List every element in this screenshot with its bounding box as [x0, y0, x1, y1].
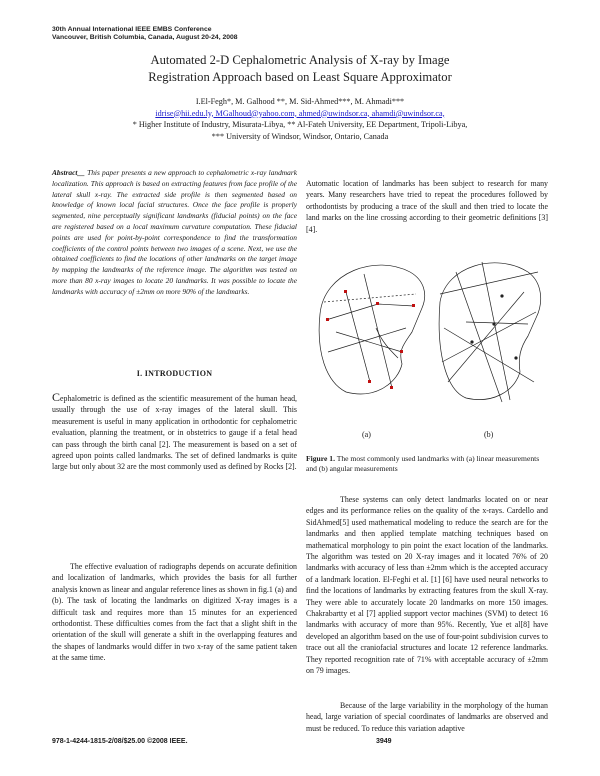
- affiliation-1: * Higher Institute of Industry, Misurata-Libya, ** Al-Fateh University, EE Department, Tripoli-Libya,: [132, 120, 468, 129]
- conference-header: [52, 26, 238, 42]
- figure-label-b: (b): [484, 430, 494, 439]
- figure-caption: [306, 454, 548, 474]
- right-paragraph-2: These systems can only detect landmarks located on or near edges and its performance relies on the quality of the x-rays. Cardello and SidAhmed[5] used mathematical modeling to reduce the search are for the landmarks and then applied template matching techniques based on mathematical morphology to pin point the exact location of the landmarks. The algorithm was tested on 20 X-ray images and it located 76% of 20 landmarks with accuracy of less than ±2mm which is the accepted accuracy of a landmark location. El-Feghi et al. [1] [6] have used neural networks to find the locations of landmarks by extracting features from the skull X-ray. They were able to accurately locate 20 landmarks on more 150 images. Chakrabartty et al [7] applied support vector machines (SVM) to detect 16 landmarks with accuracy of more than 95%. Recently, Yue et al[8] have developed an algorithm based on the use of four-point subdivision curves to trace out all the craniofacial structures and locate 12 reference landmarks. They reported recognition rate of 71% with acceptable accuracy of ±2mm on 79 images.: [306, 495, 548, 676]
- author-emails[interactable]: idrise@hii.edu.ly, MGalhoud@yahoo.com, ahmed@uwindsor.ca, ahamdi@uwindsor.ca,: [155, 108, 445, 118]
- right-paragraph-1: Automatic location of landmarks has been subject to research for many years. Many researchers have tried to repeat the procedures followed by orthodontists by producing a trace of the skull and then tried to locate the land marks on the line crossing according to their geometric definitions [3][4].: [306, 179, 548, 234]
- title-line-2: Registration Approach based on Least Square Approximator: [148, 70, 452, 84]
- conference-location: Vancouver, British Columbia, Canada, August 20-24, 2008: [52, 34, 238, 41]
- paper-title: [60, 52, 540, 86]
- skull-sketch-b: [439, 262, 541, 402]
- figure-label-a: (a): [362, 430, 371, 439]
- page-number: 3949: [376, 738, 392, 745]
- skull-sketch-a: [319, 265, 425, 394]
- title-line-1: Automated 2-D Cephalometric Analysis of X-ray by Image: [150, 53, 450, 67]
- figure-caption-text: The most commonly used landmarks with (a) linear measurements and (b) angular measurements: [306, 454, 540, 473]
- figure-1-drawing: [306, 232, 548, 437]
- abstract-label: Abstract__: [52, 168, 85, 177]
- landmark-marks-a: [326, 290, 415, 389]
- affiliation-2: *** University of Windsor, Windsor, Ontario, Canada: [211, 131, 389, 141]
- copyright-footer: 978-1-4244-1815-2/08/$25.00 ©2008 IEEE.: [52, 738, 188, 745]
- author-block: [52, 96, 548, 142]
- drop-cap: C: [52, 390, 61, 404]
- abstract-text: This paper presents a new approach to cephalometric x-ray landmark localization. This approach is based on extracting features from face profile of the lateral skull x-ray. The extracted side profile is then segmented based on knowledge of known local facial structures. Once the face profile is properly segmented, nine perceptually significant landmarks (fiducial points) on the face are registered based on a local maximum curvature computation. These fiducial points are used for point-by-point correspondence to find the transformation coefficients of the control points between two images of a scene. Next, we use the obtained coefficients to find the locations of other landmarks on the target image by mapping the landmarks of the reference image. The algorithm was tested on more than 80 x-ray images to locate 20 landmarks. It was possible to locate the landmarks with accuracy of ±2mm on more 90% of the landmarks.: [52, 168, 297, 296]
- figure-1: [306, 232, 548, 473]
- figure-caption-label: Figure 1.: [306, 454, 335, 463]
- author-names: I.El-Fegh*, M. Galhood **, M. Sid-Ahmed***, M. Ahmadi***: [195, 97, 405, 106]
- intro-paragraph-1-text: ephalometric is defined as the scientific measurement of the human head, usually through the use of x-ray images of the lateral skull. This measurement is useful in many application in orthodontic for cephalometric evaluation, planning the treatment, or in obstetrics to gauge if a fetal head can pass through the birth canal [2]. The measurement is based on a set of agreed upon points called landmarks. The set of defined landmarks is quite large but only about 32 are the most commonly used as defined by Rocks [2].: [52, 394, 297, 472]
- intro-paragraph-1: [52, 392, 297, 473]
- right-paragraph-3: Because of the large variability in the morphology of the human head, large variation of special coordinates of landmarks are observed and must be reduced. To reduce this variation adaptive: [306, 701, 548, 733]
- abstract: [52, 168, 297, 298]
- section-heading-introduction: I. INTRODUCTION: [136, 369, 213, 378]
- conference-name: 30th Annual International IEEE EMBS Conference: [52, 26, 212, 33]
- intro-paragraph-2: The effective evaluation of radiographs depends on accurate definition and localization of landmarks, which provides the basis for all further analysis known as linear and angular reference lines as shown in fig.1 (a) and (b). The task of locating the landmarks on digitized X-ray images is a difficult task and requires more than 15 minutes for an experienced orthodontist. These difficulties comes from the fact that a slight shift in the orientation of the skull will generate a shift in the overlapping features and the shapes of landmarks would differ in two x-ray of the same patient taken at the same time.: [52, 562, 297, 663]
